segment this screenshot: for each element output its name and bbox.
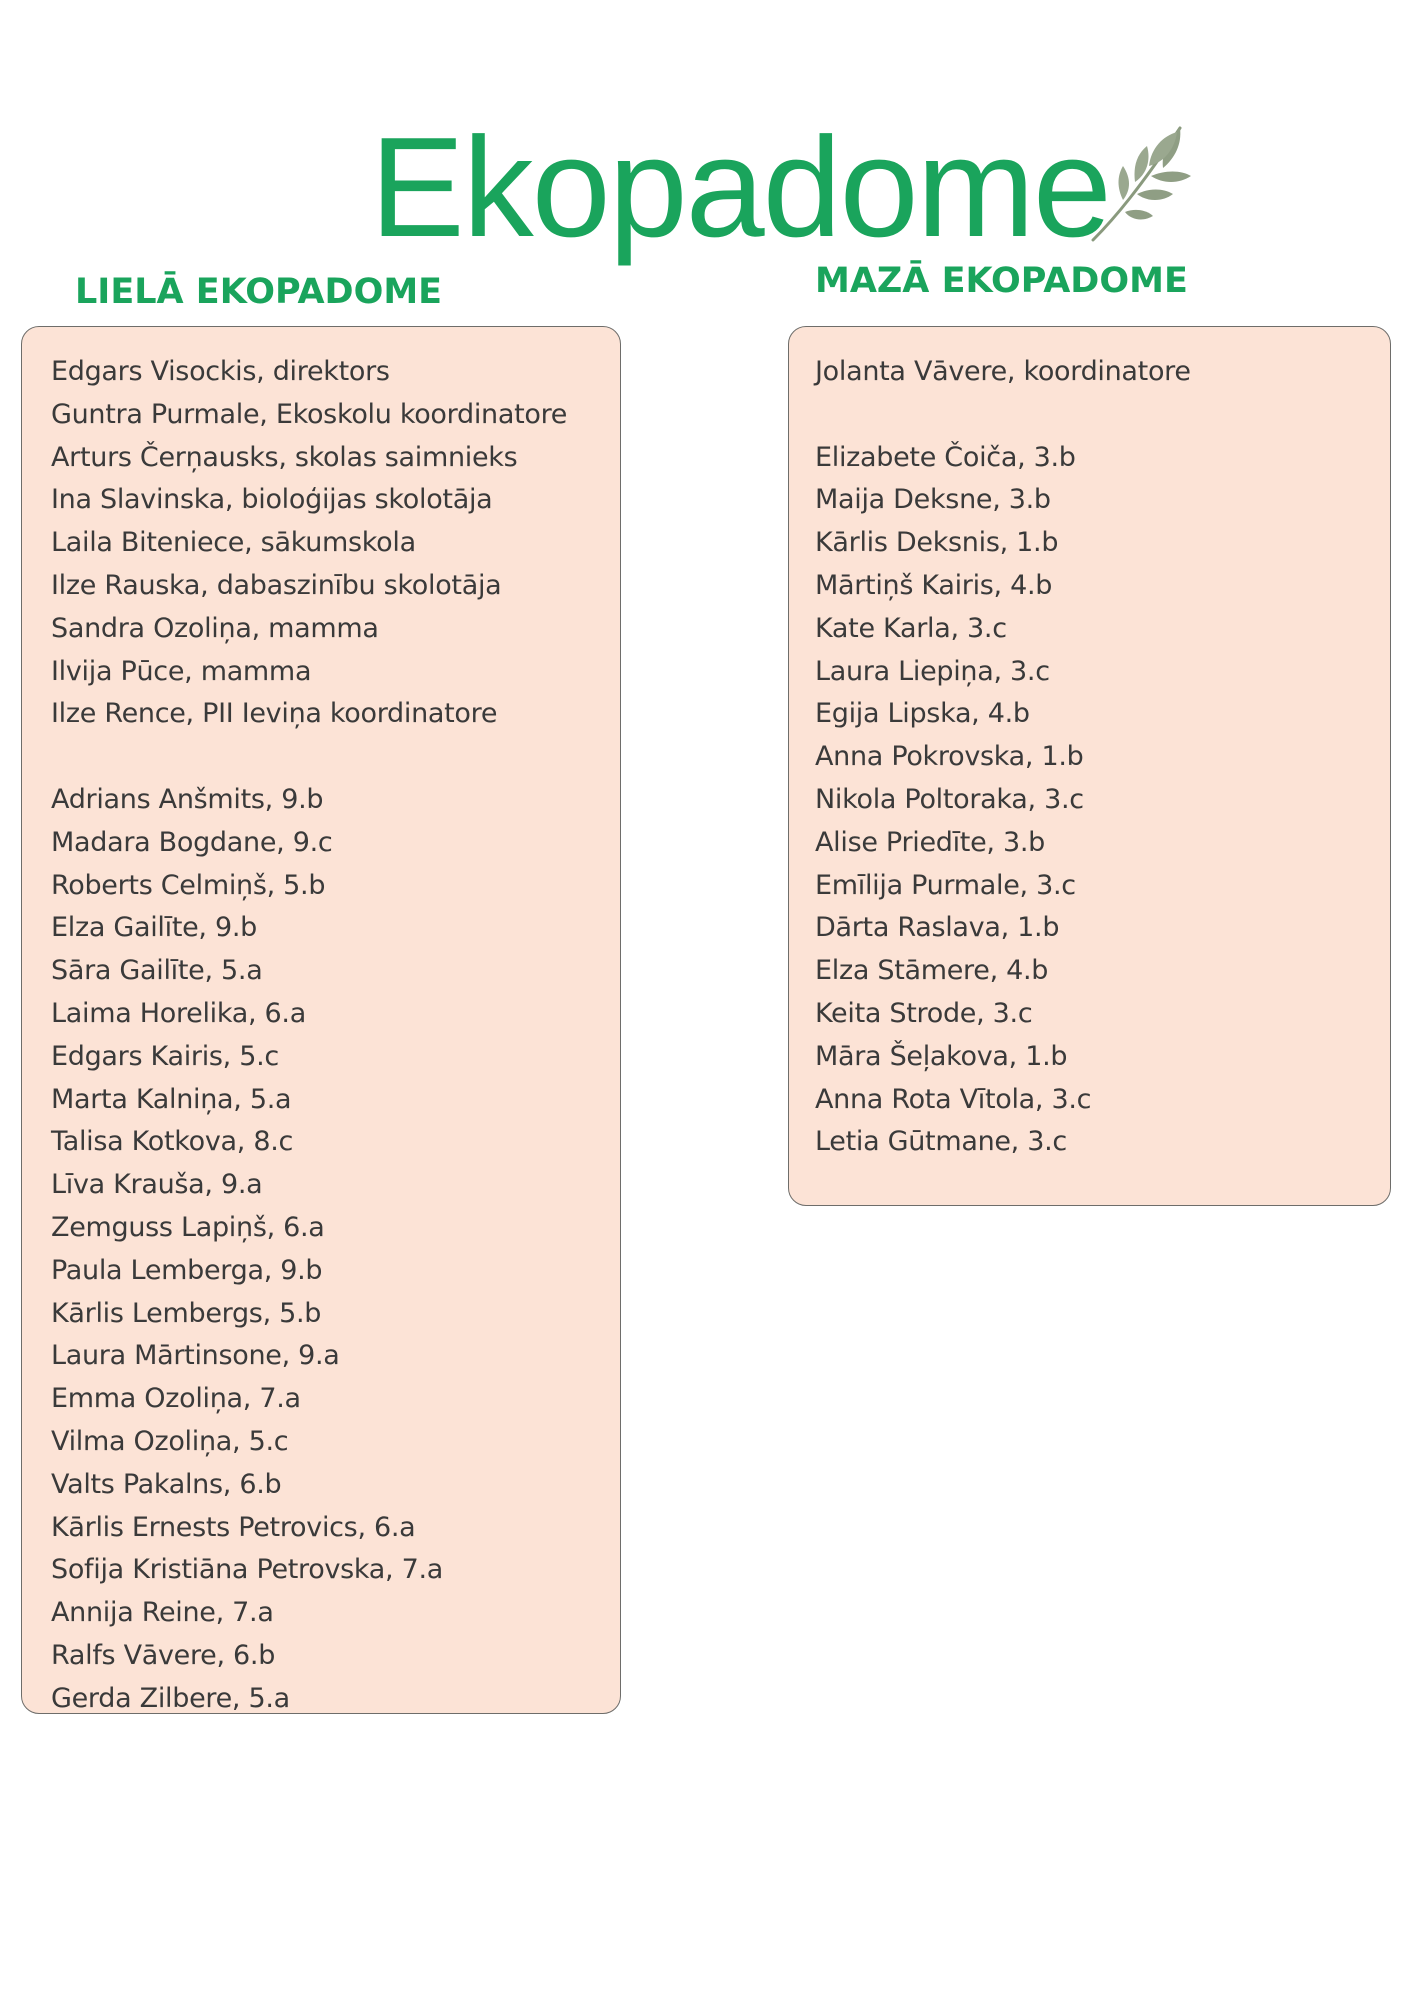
list-item: Madara Bogdane, 9.c [51,826,333,858]
list-item: Annija Reine, 7.a [51,1597,274,1629]
small-council-panel [788,326,1391,1206]
list-item: Ralfs Vāvere, 6.b [51,1639,276,1671]
list-item: Laura Mārtinsone, 9.a [51,1340,340,1372]
list-item: Arturs Čerņausks, skolas saimnieks [51,441,518,473]
list-item: Maija Deksne, 3.b [815,484,1051,516]
list-item: Edgars Kairis, 5.c [51,1040,279,1072]
list-spacer [51,736,567,779]
list-item: Ilze Rence, PII Ieviņa koordinatore [51,698,498,730]
list-item: Kārlis Ernests Petrovics, 6.a [51,1511,416,1543]
olive-branch-icon [1085,118,1195,248]
list-item: Kate Karla, 3.c [815,612,1007,644]
list-item: Elizabete Čoiča, 3.b [815,441,1076,473]
list-item: Dārta Raslava, 1.b [815,912,1060,944]
big-council-panel [21,326,621,1714]
list-item: Letia Gūtmane, 3.c [815,1126,1067,1158]
small-council-list [815,351,1191,1164]
list-item: Mārtiņš Kairis, 4.b [815,569,1053,601]
small-council-heading: MAZĀ EKOPADOME [815,261,1188,301]
list-item: Laura Liepiņa, 3.c [815,655,1050,687]
big-council-heading: LIELĀ EKOPADOME [75,272,443,312]
list-item: Alise Priedīte, 3.b [815,826,1045,858]
list-item: Egija Lipska, 4.b [815,698,1030,730]
list-spacer [815,394,1191,437]
list-item: Ilvija Pūce, mamma [51,655,312,687]
list-item: Valts Pakalns, 6.b [51,1468,282,1500]
list-item: Gerda Zilbere, 5.a [51,1682,290,1714]
list-item: Ina Slavinska, bioloģijas skolotāja [51,484,493,516]
list-item: Sandra Ozoliņa, mamma [51,612,379,644]
list-item: Marta Kalniņa, 5.a [51,1083,292,1115]
list-item: Guntra Purmale, Ekoskolu koordinatore [51,398,568,430]
list-item: Anna Pokrovska, 1.b [815,741,1084,773]
list-item: Anna Rota Vītola, 3.c [815,1083,1092,1115]
list-item: Nikola Poltoraka, 3.c [815,783,1084,815]
list-item: Roberts Celmiņš, 5.b [51,869,326,901]
list-item: Emīlija Purmale, 3.c [815,869,1076,901]
list-item: Zemguss Lapiņš, 6.a [51,1211,325,1243]
list-item: Sāra Gailīte, 5.a [51,955,263,987]
list-item: Edgars Visockis, direktors [51,356,390,387]
list-item: Vilma Ozoliņa, 5.c [51,1425,289,1457]
list-item: Līva Krauša, 9.a [51,1169,263,1201]
list-item: Laila Biteniece, sākumskola [51,527,416,559]
list-item: Talisa Kotkova, 8.c [51,1126,294,1158]
big-council-list [51,351,567,1721]
page-title: Ekopadome [370,108,1110,267]
list-item: Adrians Anšmits, 9.b [51,783,324,815]
list-item: Laima Horelika, 6.a [51,997,306,1029]
list-item: Elza Stāmere, 4.b [815,955,1049,987]
list-item: Kārlis Deksnis, 1.b [815,527,1059,559]
list-item: Ilze Rauska, dabaszinību skolotāja [51,569,502,601]
list-item: Māra Šeļakova, 1.b [815,1040,1068,1072]
list-item: Jolanta Vāvere, koordinatore [815,356,1191,387]
list-item: Keita Strode, 3.c [815,997,1033,1029]
list-item: Sofija Kristiāna Petrovska, 7.a [51,1554,444,1586]
list-item: Elza Gailīte, 9.b [51,912,257,944]
list-item: Emma Ozoliņa, 7.a [51,1383,301,1415]
list-item: Kārlis Lembergs, 5.b [51,1297,322,1329]
list-item: Paula Lemberga, 9.b [51,1254,323,1286]
